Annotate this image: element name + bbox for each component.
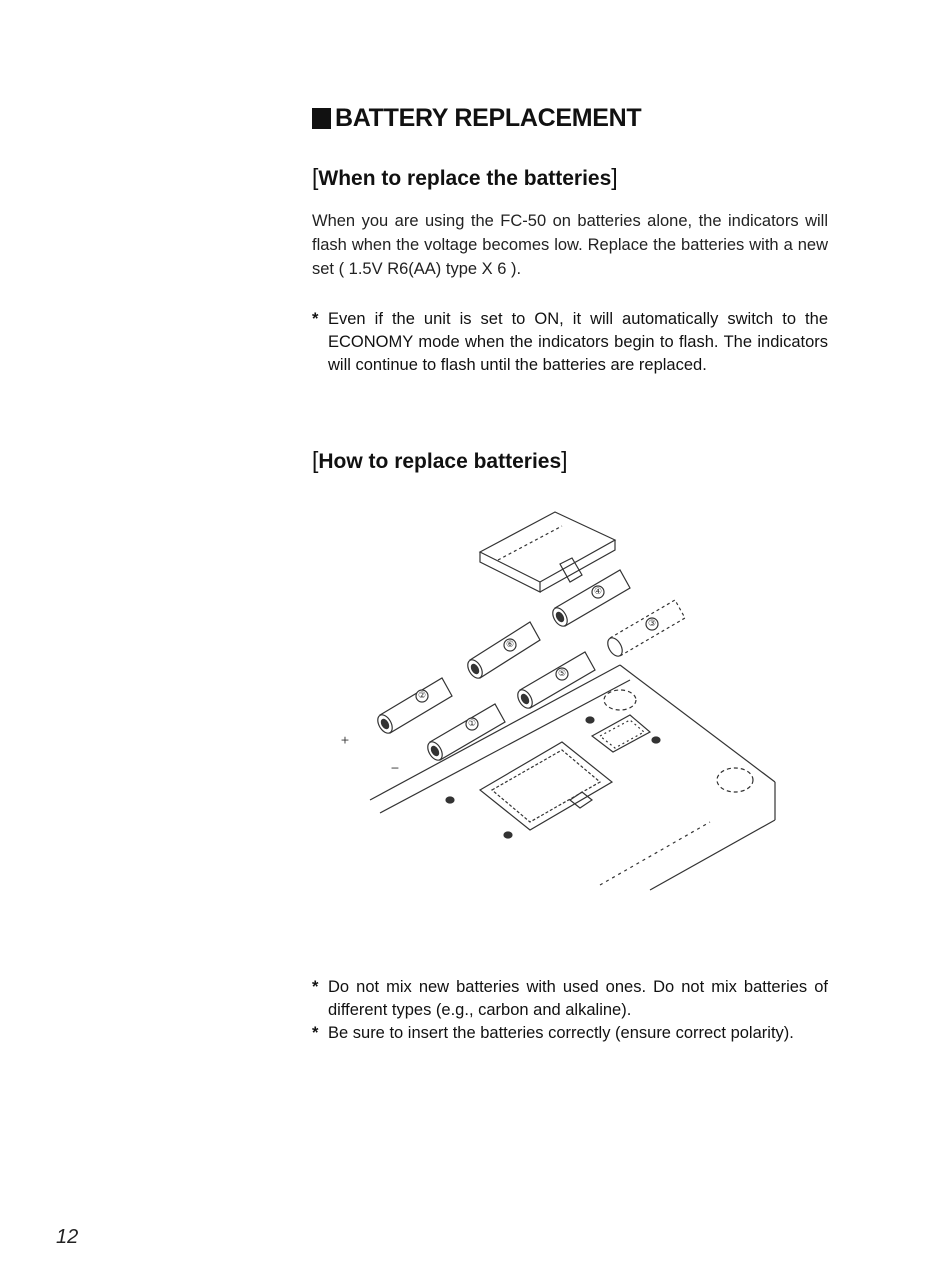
battery-4	[550, 570, 630, 629]
battery-label-3: ③	[647, 619, 657, 629]
battery-note-item	[312, 976, 828, 1022]
battery-3	[605, 600, 685, 659]
section-heading-how: [How to replace batteries]	[312, 447, 568, 473]
intro-paragraph: When you are using the FC-50 on batteries alone, the indicators will flash when the voltage becomes low. Replace the batteries with a new set ( 1.5V R6(AA) type X 6 ).	[312, 212, 828, 278]
economy-note-text: Even if the unit is set to ON, it will automatically switch to the ECONOMY mode when the indicators begin to flash. The indicators will continue to flash until the batteries are replaced.	[328, 310, 828, 374]
battery-5	[515, 652, 595, 711]
battery-replacement-illustration	[330, 500, 790, 895]
section-heading-how-text: How to replace batteries	[318, 450, 562, 473]
battery-label-2: ②	[417, 691, 427, 701]
section-heading-when: [When to replace the batteries]	[312, 164, 618, 190]
asterisk-icon: *	[312, 310, 319, 328]
polarity-plus-label: +	[340, 733, 350, 747]
battery-label-1: ①	[467, 719, 477, 729]
page-title	[312, 104, 641, 133]
battery-label-5: ⑤	[557, 669, 567, 679]
page-number: 12	[56, 1226, 79, 1248]
asterisk-icon: *	[312, 978, 319, 996]
section-heading-when-text: When to replace the batteries	[318, 167, 612, 190]
battery-label-4: ④	[593, 587, 603, 597]
battery-note-text: Be sure to insert the batteries correctly (ensure correct polarity).	[328, 1024, 794, 1042]
polarity-minus-label: −	[390, 761, 400, 775]
economy-note	[312, 308, 828, 377]
battery-note-item	[312, 1022, 828, 1045]
battery-note-text: Do not mix new batteries with used ones. Do not mix batteries of different types (e.g., carbon and alkaline).	[328, 978, 828, 1019]
battery-notes	[312, 976, 828, 1045]
battery-label-6: ⑥	[505, 640, 515, 650]
battery-2	[375, 678, 452, 736]
battery-cover	[480, 512, 615, 592]
battery-6	[465, 622, 540, 681]
page-title-text: BATTERY REPLACEMENT	[335, 104, 642, 132]
asterisk-icon: *	[312, 1024, 319, 1042]
title-square-marker	[312, 108, 331, 129]
